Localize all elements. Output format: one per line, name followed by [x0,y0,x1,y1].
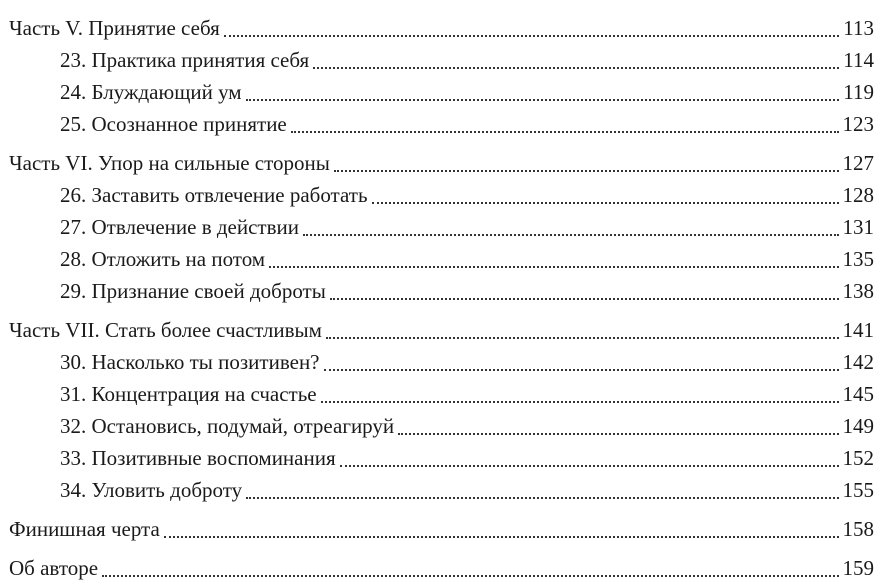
toc-entry-title: 24. Блуждающий ум [60,80,242,104]
toc-entry-title: 23. Практика принятия себя [60,48,310,72]
dot-leader [246,99,840,101]
toc-entry-page: 119 [843,80,874,104]
dot-leader [303,234,839,236]
toc-entry-about-author[interactable] [0,553,874,583]
toc-entry-title: Часть V. Принятие себя [9,16,220,40]
toc-entry-chapter-32[interactable] [0,411,874,441]
toc-entry-page: 149 [842,414,874,438]
toc-entry-page: 152 [842,446,874,470]
toc-entry-chapter-23[interactable] [0,45,874,75]
toc-entry-page: 155 [842,478,874,502]
dot-leader [398,433,838,435]
toc-entry-chapter-26[interactable] [0,180,874,210]
dot-leader [269,266,838,268]
toc-entry-chapter-29[interactable] [0,276,874,306]
dot-leader [324,369,839,371]
toc-entry-title: 32. Остановись, подумай, отреагируй [60,414,395,438]
toc-entry-page: 127 [842,151,874,175]
dot-leader [246,497,838,499]
dot-leader [330,298,839,300]
toc-entry-page: 131 [842,215,874,239]
toc-entry-title: 25. Осознанное принятие [60,112,287,136]
dot-leader [372,202,839,204]
toc-entry-page: 123 [842,112,874,136]
dot-leader [313,67,839,69]
toc-entry-chapter-25[interactable] [0,109,874,139]
dot-leader [224,35,840,37]
toc-entry-page: 145 [842,382,874,406]
toc-entry-chapter-30[interactable] [0,347,874,377]
toc-entry-chapter-33[interactable] [0,443,874,473]
toc-entry-title: 29. Признание своей доброты [60,279,326,303]
toc-entry-title: 31. Концентрация на счастье [60,382,317,406]
toc-entry-title: Часть VII. Стать более счастливым [9,318,322,342]
dot-leader [340,465,839,467]
toc-entry-title: 28. Отложить на потом [60,247,266,271]
dot-leader [326,337,839,339]
toc-entry-part-vii[interactable] [0,315,874,345]
toc-entry-chapter-27[interactable] [0,212,874,242]
toc-entry-page: 138 [842,279,874,303]
toc-entry-page: 135 [842,247,874,271]
toc-entry-title: Финишная черта [9,517,160,541]
toc-entry-title: 30. Насколько ты позитивен? [60,350,320,374]
toc-entry-page: 159 [842,556,874,580]
toc-entry-title: 34. Уловить доброту [60,478,243,502]
toc-entry-title: 27. Отвлечение в действии [60,215,299,239]
dot-leader [164,536,839,538]
dot-leader [321,401,839,403]
toc-entry-part-vi[interactable] [0,148,874,178]
toc-entry-part-v[interactable] [0,13,874,43]
toc-entry-finish-line[interactable] [0,514,874,544]
toc-entry-chapter-24[interactable] [0,77,874,107]
toc-entry-page: 142 [842,350,874,374]
toc-entry-title: 33. Позитивные воспоминания [60,446,336,470]
toc-entry-chapter-34[interactable] [0,475,874,505]
toc-entry-page: 158 [842,517,874,541]
toc-entry-chapter-31[interactable] [0,379,874,409]
dot-leader [291,131,839,133]
dot-leader [102,575,838,577]
toc-entry-chapter-28[interactable] [0,244,874,274]
toc-entry-title: 26. Заставить отвлечение работать [60,183,368,207]
toc-entry-page: 128 [842,183,874,207]
toc-entry-page: 141 [842,318,874,342]
toc-entry-page: 114 [843,48,874,72]
dot-leader [334,170,839,172]
toc-entry-page: 113 [843,16,874,40]
toc-entry-title: Об авторе [9,556,99,580]
toc-entry-title: Часть VI. Упор на сильные стороны [9,151,330,175]
